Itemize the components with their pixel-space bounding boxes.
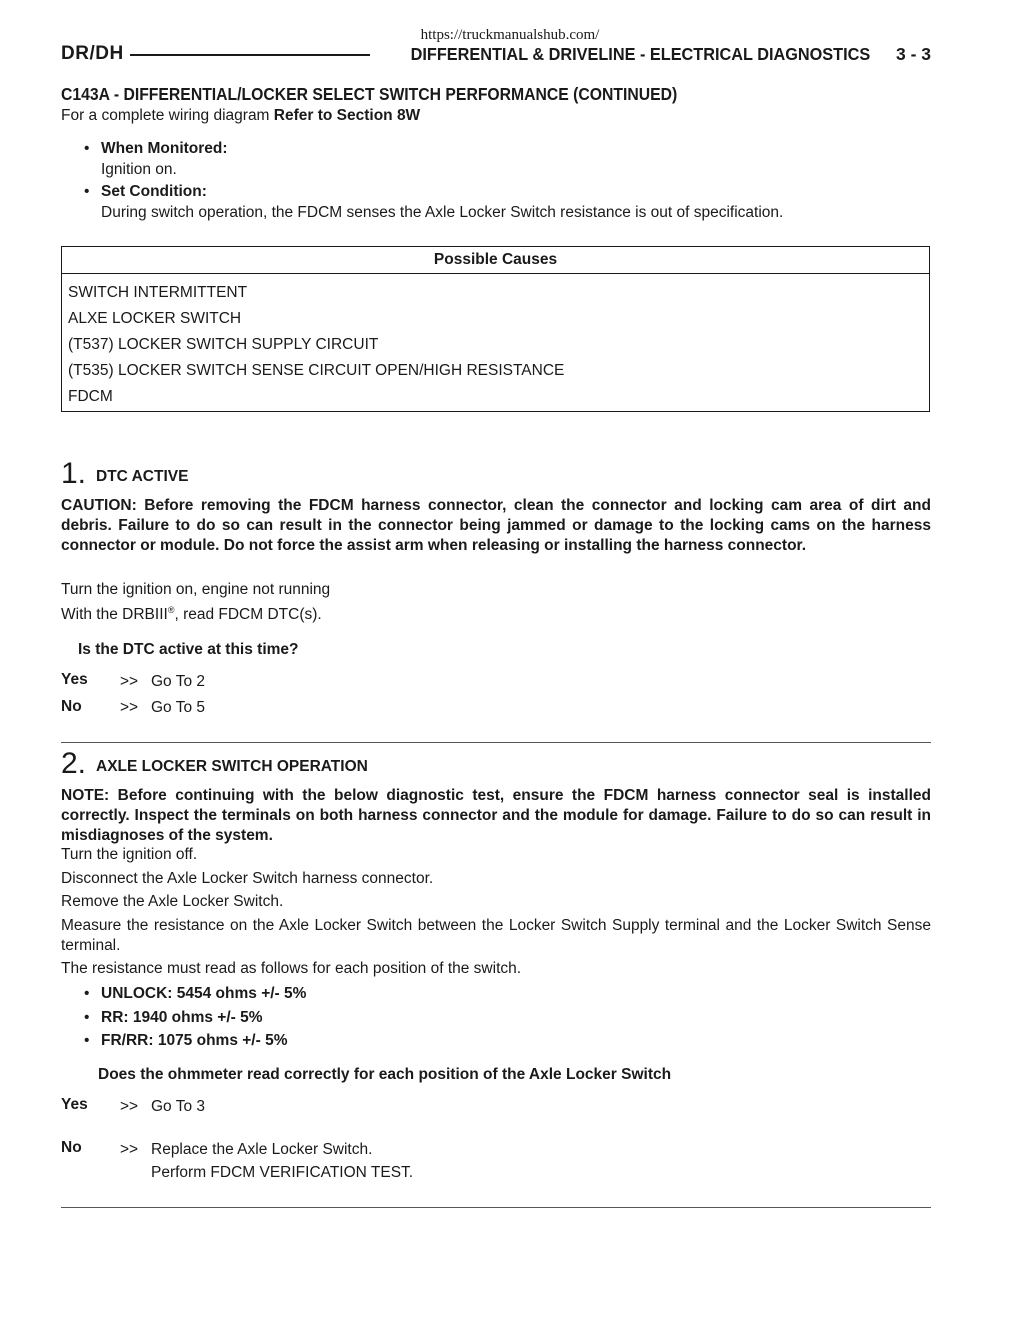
step-1-number: 1. xyxy=(61,457,87,490)
step-2-instruction: Measure the resistance on the Axle Locker Switch between the Locker Switch Supply terminal and the Locker Switch Sense terminal. xyxy=(61,917,931,954)
step-2-instruction: Disconnect the Axle Locker Switch harness connector. xyxy=(61,870,434,887)
possible-causes-header: Possible Causes xyxy=(62,247,929,274)
step-1-question: Is the DTC active at this time? xyxy=(78,641,299,658)
step-2-instruction: Turn the ignition off. xyxy=(61,846,198,863)
no-label: No xyxy=(61,698,82,715)
possible-causes-table xyxy=(61,246,930,412)
model-code: DR/DH xyxy=(61,43,124,64)
bullet-icon: • xyxy=(84,183,90,200)
arrow-icon: >> xyxy=(120,699,139,716)
section-title: DIFFERENTIAL & DRIVELINE - ELECTRICAL DIAGNOSTICS xyxy=(410,43,870,64)
go-to-step-3-link[interactable]: Go To 3 xyxy=(151,1098,206,1115)
drbiii-text: With the DRBIII xyxy=(61,606,168,624)
arrow-icon: >> xyxy=(120,1098,139,1115)
page-number: 3 - 3 xyxy=(895,43,931,64)
spec-fr-rr: FR/RR: 1075 ohms +/- 5% xyxy=(101,1032,288,1049)
bullet-icon: • xyxy=(84,985,90,1002)
registered-mark: ® xyxy=(167,605,175,615)
step-1-caution: CAUTION: Before removing the FDCM harness connector, clean the connector and locking cam area of dirt and debris. Failure to do so can result in the connector being jammed or damage to the locking cams on the harness connector or module. Do not force the assist arm when releasing or installing the harness connector. xyxy=(61,497,931,554)
wiring-reference xyxy=(61,107,420,125)
wiring-prefix: For a complete wiring diagram xyxy=(61,107,274,124)
bullet-icon: • xyxy=(84,140,90,157)
wiring-section-link: Refer to Section 8W xyxy=(273,107,421,124)
source-url[interactable]: https://truckmanualshub.com/ xyxy=(420,27,600,43)
step-1-instruction xyxy=(61,605,322,624)
dtc-title: C143A - DIFFERENTIAL/LOCKER SELECT SWITCH PERFORMANCE (CONTINUED) xyxy=(61,84,678,104)
step-2-number: 2. xyxy=(61,747,87,780)
step-1-instruction: Turn the ignition on, engine not running xyxy=(61,581,331,598)
arrow-icon: >> xyxy=(120,673,139,690)
set-condition-label: Set Condition: xyxy=(101,183,207,200)
no-label: No xyxy=(61,1139,82,1156)
cause-item: ALXE LOCKER SWITCH xyxy=(68,310,242,327)
step-1-title: DTC ACTIVE xyxy=(96,468,189,485)
replace-switch-text: Replace the Axle Locker Switch. xyxy=(151,1141,373,1158)
cause-item: (T537) LOCKER SWITCH SUPPLY CIRCUIT xyxy=(68,336,379,353)
spec-rr: RR: 1940 ohms +/- 5% xyxy=(101,1009,263,1026)
step-2-note: NOTE: Before continuing with the below diagnostic test, ensure the FDCM harness connector seal is installed correctly. Inspect the terminals on both harness connector and the module for damage. Failure to do so can result in misdiagnoses of the system. xyxy=(61,787,931,844)
when-monitored-label: When Monitored: xyxy=(101,140,228,157)
when-monitored-text: Ignition on. xyxy=(101,161,177,178)
section-divider xyxy=(61,742,931,743)
set-condition-text: During switch operation, the FDCM senses the Axle Locker Switch resistance is out of specification. xyxy=(101,204,784,221)
yes-label: Yes xyxy=(61,671,88,688)
section-divider xyxy=(61,1207,931,1208)
verification-test-link[interactable]: Perform FDCM VERIFICATION TEST. xyxy=(151,1164,414,1181)
spec-unlock: UNLOCK: 5454 ohms +/- 5% xyxy=(101,985,307,1002)
arrow-icon: >> xyxy=(120,1141,139,1158)
header-rule xyxy=(130,54,370,56)
page-header xyxy=(61,42,931,66)
bullet-icon: • xyxy=(84,1009,90,1026)
step-2-instruction: Remove the Axle Locker Switch. xyxy=(61,893,284,910)
cause-item: (T535) LOCKER SWITCH SENSE CIRCUIT OPEN/HIGH RESISTANCE xyxy=(68,362,565,379)
yes-label: Yes xyxy=(61,1096,88,1113)
cause-item: FDCM xyxy=(68,388,113,405)
cause-item: SWITCH INTERMITTENT xyxy=(68,284,248,301)
step-2-title: AXLE LOCKER SWITCH OPERATION xyxy=(96,758,368,775)
read-dtc-text: , read FDCM DTC(s). xyxy=(174,606,322,624)
go-to-step-5-link[interactable]: Go To 5 xyxy=(151,699,206,716)
step-2-question: Does the ohmmeter read correctly for each position of the Axle Locker Switch xyxy=(98,1066,672,1083)
go-to-step-2-link[interactable]: Go To 2 xyxy=(151,673,206,690)
step-2-instruction: The resistance must read as follows for each position of the switch. xyxy=(61,960,522,977)
bullet-icon: • xyxy=(84,1032,90,1049)
